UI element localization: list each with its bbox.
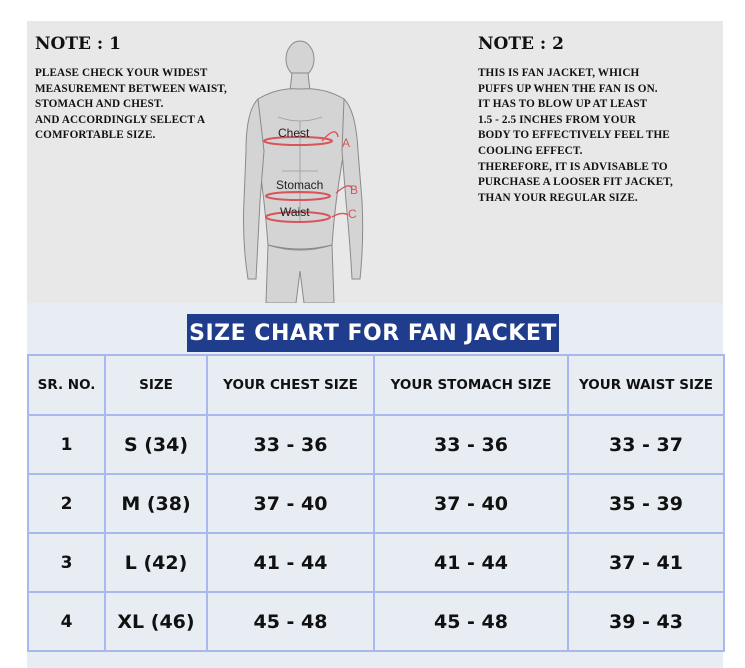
note2-line: PUFFS UP WHEN THE FAN IS ON.	[478, 82, 658, 95]
note1-line: MEASUREMENT BETWEEN WAIST,	[35, 82, 227, 95]
note1-line: AND ACCORDINGLY SELECT A	[35, 113, 206, 126]
cell-waist: 39 - 43	[568, 592, 724, 651]
note2-line: PURCHASE A LOOSER FIT JACKET,	[478, 176, 673, 189]
table-row	[28, 592, 724, 651]
note1-title: NOTE : 1	[35, 34, 121, 54]
cell-size: XL (46)	[105, 592, 207, 651]
size-table	[27, 354, 725, 652]
note1-line: COMFORTABLE SIZE.	[35, 129, 156, 142]
cell-stomach: 37 - 40	[374, 474, 568, 533]
note2-line: IT HAS TO BLOW UP AT LEAST	[478, 98, 648, 111]
cell-waist: 35 - 39	[568, 474, 724, 533]
header-chest-size: YOUR CHEST SIZE	[207, 355, 374, 415]
cell-sr-no: 2	[28, 474, 105, 533]
body-figure-illustration	[238, 21, 378, 303]
table-row	[28, 474, 724, 533]
cell-waist: 37 - 41	[568, 533, 724, 592]
cell-sr-no: 3	[28, 533, 105, 592]
waist-label: Waist	[280, 205, 310, 219]
table-row	[28, 533, 724, 592]
cell-size: S (34)	[105, 415, 207, 474]
note1-line: PLEASE CHECK YOUR WIDEST	[35, 67, 208, 79]
cell-chest: 33 - 36	[207, 415, 374, 474]
note2-line: BODY TO EFFECTIVELY FEEL THE	[478, 129, 670, 142]
cell-waist: 33 - 37	[568, 415, 724, 474]
cell-sr-no: 4	[28, 592, 105, 651]
note2-text	[478, 66, 673, 206]
cell-stomach: 33 - 36	[374, 415, 568, 474]
waist-letter: C	[348, 207, 357, 221]
cell-chest: 37 - 40	[207, 474, 374, 533]
note2-line: COOLING EFFECT.	[478, 144, 583, 157]
table-header-row	[28, 355, 724, 415]
header-stomach-size: YOUR STOMACH SIZE	[374, 355, 568, 415]
chest-letter: A	[342, 136, 351, 150]
header-sr-no: SR. NO.	[28, 355, 105, 415]
chest-label: Chest	[278, 126, 310, 140]
cell-size: M (38)	[105, 474, 207, 533]
note1-text	[35, 66, 227, 144]
cell-sr-no: 1	[28, 415, 105, 474]
note2-line: 1.5 - 2.5 INCHES FROM YOUR	[478, 113, 636, 126]
note2-title: NOTE : 2	[478, 34, 564, 54]
header-waist-size: YOUR WAIST SIZE	[568, 355, 724, 415]
stomach-letter: B	[350, 183, 359, 197]
note2-line: THAN YOUR REGULAR SIZE.	[478, 191, 638, 204]
cell-size: L (42)	[105, 533, 207, 592]
header-size: SIZE	[105, 355, 207, 415]
note1-line: STOMACH AND CHEST.	[35, 98, 164, 111]
cell-chest: 41 - 44	[207, 533, 374, 592]
note2-line: THIS IS FAN JACKET, WHICH	[478, 67, 640, 79]
chart-title: SIZE CHART FOR FAN JACKET	[187, 314, 559, 352]
cell-stomach: 45 - 48	[374, 592, 568, 651]
note2-line: THEREFORE, IT IS ADVISABLE TO	[478, 160, 668, 173]
cell-chest: 45 - 48	[207, 592, 374, 651]
stomach-label: Stomach	[276, 178, 324, 192]
table-row	[28, 415, 724, 474]
cell-stomach: 41 - 44	[374, 533, 568, 592]
